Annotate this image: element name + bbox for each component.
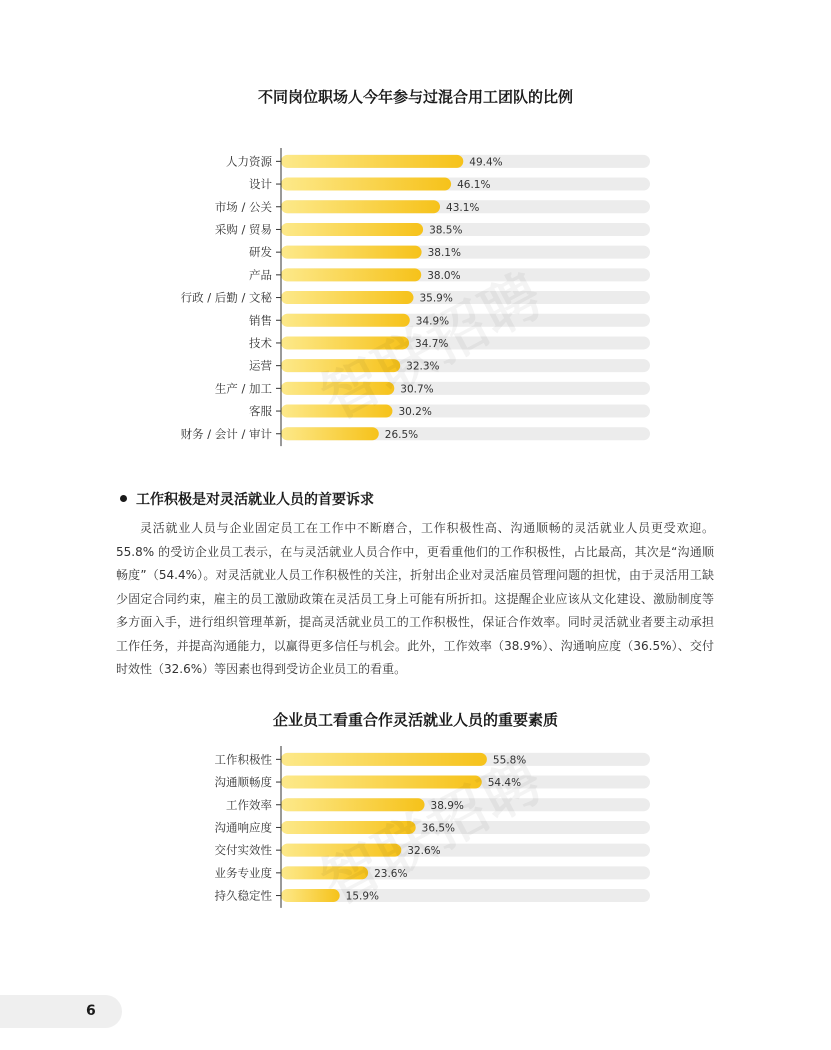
category-label: 交付实效性 <box>214 843 272 858</box>
category-label: 技术 <box>249 335 272 350</box>
bar <box>281 359 400 372</box>
data-label: 38.0% <box>427 269 461 282</box>
bar <box>281 427 379 440</box>
data-label: 30.2% <box>398 406 432 419</box>
bar <box>281 223 423 236</box>
category-label: 客服 <box>249 404 272 419</box>
data-label: 46.1% <box>457 179 491 192</box>
bar <box>281 268 421 281</box>
data-label: 32.6% <box>407 845 441 858</box>
data-label: 38.5% <box>429 224 463 237</box>
bar <box>281 889 340 902</box>
category-label: 产品 <box>249 267 272 282</box>
bar <box>281 200 440 213</box>
category-label: 财务 / 会计 / 审计 <box>180 426 272 441</box>
data-label: 49.4% <box>469 156 503 169</box>
category-label: 采购 / 贸易 <box>214 222 272 237</box>
data-label: 35.9% <box>419 292 453 305</box>
category-label: 沟通响应度 <box>214 820 272 835</box>
chart1-svg <box>0 148 831 448</box>
bar <box>281 844 401 857</box>
category-label: 沟通顺畅度 <box>214 775 272 790</box>
data-label: 23.6% <box>374 867 408 880</box>
bar <box>281 753 487 766</box>
category-label: 研发 <box>249 245 272 260</box>
page-number-tab <box>0 995 122 1028</box>
category-label: 运营 <box>249 358 272 373</box>
section-heading: 工作积极是对灵活就业人员的首要诉求 <box>136 492 374 508</box>
data-label: 34.9% <box>415 315 450 328</box>
chart2-title: 企业员工看重合作灵活就业人员的重要素质 <box>272 711 558 729</box>
bar <box>281 336 409 349</box>
bar <box>281 178 451 191</box>
data-label: 34.7% <box>415 337 449 350</box>
data-label: 30.7% <box>400 383 434 396</box>
bar <box>281 382 394 395</box>
bar <box>281 866 368 879</box>
bar <box>281 798 425 811</box>
bar <box>281 155 463 168</box>
page-number: 6 <box>86 1003 96 1019</box>
data-label: 15.9% <box>345 890 380 903</box>
body-paragraph: 灵活就业人员与企业固定员工在工作中不断磨合，工作积极性高、沟通顺畅的灵活就业人员更受欢迎。55.8% 的受访企业员工表示，在与灵活就业人员合作中，更看重他们的工作积极性，占比最高，其次是“沟通顺畅度”（54.4%）。对灵活就业人员工作积极性的关注，折射出企业对灵活雇员管理问题的担忧，由于灵活用工缺少固定合同约束，雇主的员工激励政策在灵活员工身上可能有所折扣。这提醒企业应该从文化建设、激励制度等多方面入手，进行组织管理革新，提高灵活就业员工的工作积极性，保证合作效率。同时灵活就业者要主动承担工作任务，并提高沟通能力，以赢得更多信任与机会。此外，工作效率（38.9%）、沟通响应度（36.5%）、交付时效性（32.6%）等因素也得到受访企业员工的看重。 <box>116 521 714 676</box>
bar <box>281 246 422 259</box>
bullet-icon <box>120 495 127 502</box>
data-label: 38.9% <box>430 799 464 812</box>
chart1-title: 不同岗位职场人今年参与过混合用工团队的比例 <box>257 88 573 106</box>
category-label: 市场 / 公关 <box>214 199 272 214</box>
bar <box>281 821 416 834</box>
data-label: 36.5% <box>421 822 456 835</box>
category-label: 业务专业度 <box>214 865 272 880</box>
bar <box>281 314 410 327</box>
category-label: 生产 / 加工 <box>214 381 272 396</box>
category-label: 销售 <box>249 313 272 328</box>
data-label: 55.8% <box>492 754 527 767</box>
category-label: 工作积极性 <box>214 752 272 767</box>
data-label: 54.4% <box>487 777 522 790</box>
category-label: 人力资源 <box>226 154 272 169</box>
bar <box>281 291 413 304</box>
data-label: 26.5% <box>384 428 419 441</box>
bar <box>281 776 482 789</box>
category-label: 行政 / 后勤 / 文秘 <box>180 290 272 305</box>
bar <box>281 405 392 418</box>
category-label: 持久稳定性 <box>214 888 272 903</box>
chart2-svg <box>0 746 831 906</box>
category-label: 工作效率 <box>226 797 272 812</box>
category-label: 设计 <box>249 177 272 192</box>
data-label: 43.1% <box>446 201 480 214</box>
data-label: 38.1% <box>427 247 461 260</box>
data-label: 32.3% <box>406 360 440 373</box>
